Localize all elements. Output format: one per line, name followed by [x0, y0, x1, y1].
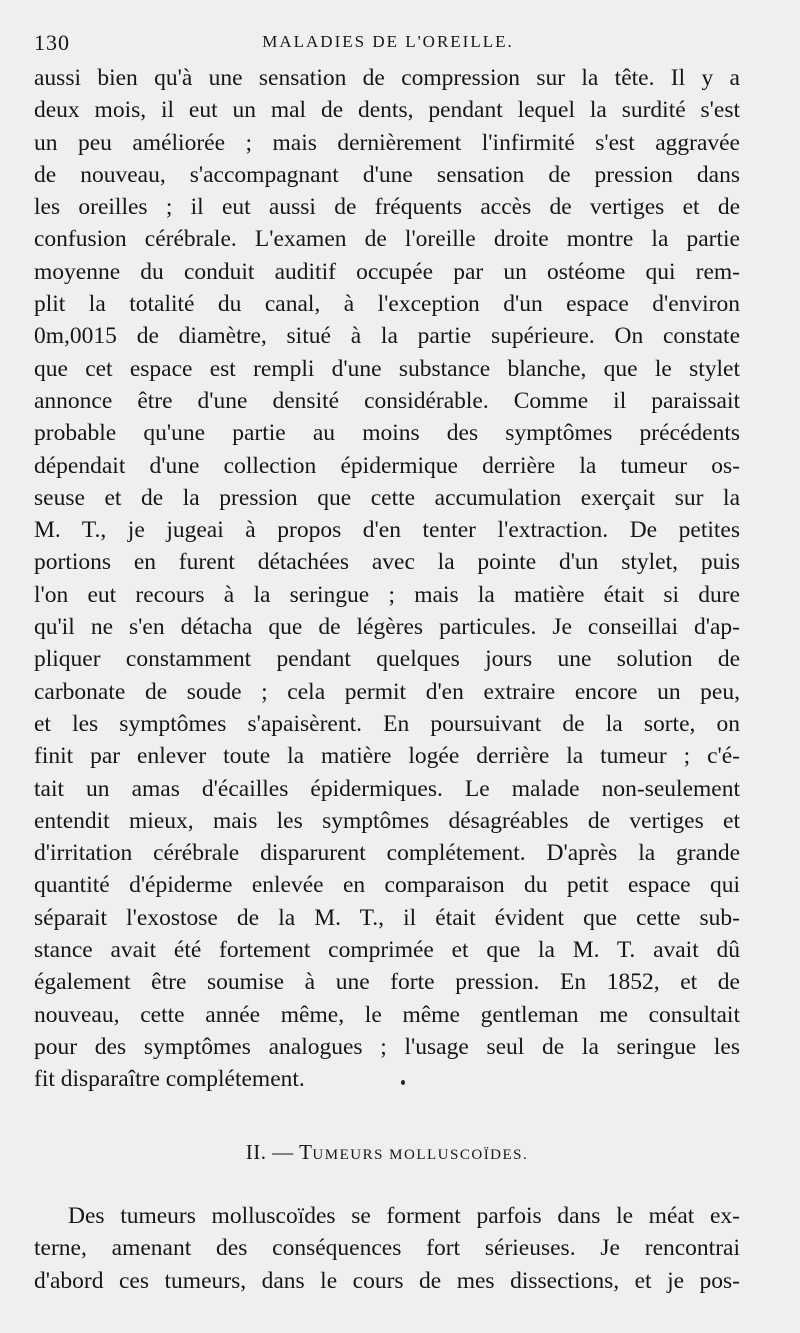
text-line: pour des symptômes analogues ; l'usage seul de la seringue les — [34, 1033, 740, 1060]
text-line: confusion cérébrale. L'examen de l'oreille droite montre la partie — [34, 226, 740, 253]
section-title-rest: UMEURS MOLLUSCOÏDES. — [312, 1147, 529, 1163]
ink-speck — [401, 1080, 405, 1085]
text-line: l'on eut recours à la seringue ; mais la matière était si dure — [34, 581, 740, 608]
text-line: terne, amenant des conséquences fort sérieuses. Je rencontrai — [34, 1235, 740, 1262]
text-line: portions en furent détachées avec la pointe d'un stylet, puis — [34, 549, 740, 576]
text-line: quantité d'épiderme enlevée en comparaison du petit espace qui — [34, 872, 740, 899]
text-line: tait un amas d'écailles épidermiques. Le malade non-seulement — [34, 775, 740, 802]
text-line: d'irritation cérébrale disparurent complétement. D'après la grande — [34, 840, 740, 867]
section-number: II. — — [245, 1140, 294, 1164]
text-line: stance avait été fortement comprimée et que la M. T. avait dû — [34, 937, 740, 964]
page-header — [34, 30, 742, 60]
section-heading — [34, 1140, 740, 1165]
page-number: 130 — [34, 30, 70, 55]
text-line: finit par enlever toute la matière logée derrière la tumeur ; c'é- — [34, 743, 740, 770]
text-line: et les symptômes s'apaisèrent. En poursuivant de la sorte, on — [34, 710, 740, 737]
text-line: un peu améliorée ; mais dernièrement l'infirmité s'est aggravée — [34, 129, 740, 156]
text-line: dépendait d'une collection épidermique derrière la tumeur os- — [34, 452, 740, 479]
text-line: les oreilles ; il eut aussi de fréquents accès de vertiges et de — [34, 194, 740, 221]
text-line: nouveau, cette année même, le même gentleman me consultait — [34, 1001, 740, 1028]
text-line: carbonate de soude ; cela permit d'en extraire encore un peu, — [34, 678, 740, 705]
text-line: séparait l'exostose de la M. T., il était évident que cette sub- — [34, 904, 740, 931]
text-line: pliquer constamment pendant quelques jours une solution de — [34, 646, 740, 673]
running-head: MALADIES DE L'OREILLE. — [262, 32, 514, 51]
paragraph-main — [34, 62, 740, 1096]
text-line: Des tumeurs molluscoïdes se forment parfois dans le méat ex- — [68, 1203, 740, 1229]
text-line: d'abord ces tumeurs, dans le cours de mes dissections, et je pos- — [34, 1267, 740, 1294]
section-title-initial: T — [299, 1140, 313, 1164]
text-line: probable qu'une partie au moins des symptômes précédents — [34, 420, 740, 447]
text-line: qu'il ne s'en détacha que de légères particules. Je conseillai d'ap- — [34, 614, 740, 641]
text-line: fit disparaître complétement. — [34, 1066, 305, 1093]
text-line: aussi bien qu'à une sensation de compression sur la tête. Il y a — [34, 65, 740, 91]
text-line: de nouveau, s'accompagnant d'une sensation de pression dans — [34, 161, 740, 188]
text-line: moyenne du conduit auditif occupée par un ostéome qui rem- — [34, 258, 740, 285]
text-line: deux mois, il eut un mal de dents, pendant lequel la surdité s'est — [34, 97, 740, 124]
text-line: également être soumise à une forte pression. En 1852, et de — [34, 969, 740, 996]
text-line: plit la totalité du canal, à l'exception d'un espace d'environ — [34, 291, 740, 318]
text-line: seuse et de la pression que cette accumulation exerçait sur la — [34, 484, 740, 511]
text-line: 0m,0015 de diamètre, situé à la partie supérieure. On constate — [34, 323, 740, 350]
text-line: que cet espace est rempli d'une substance blanche, que le stylet — [34, 355, 740, 382]
paragraph-section-intro — [34, 1200, 740, 1297]
text-line: M. T., je jugeai à propos d'en tenter l'extraction. De petites — [34, 517, 740, 544]
text-line: entendit mieux, mais les symptômes désagréables de vertiges et — [34, 807, 740, 834]
text-line: annonce être d'une densité considérable. Comme il paraissait — [34, 387, 740, 414]
